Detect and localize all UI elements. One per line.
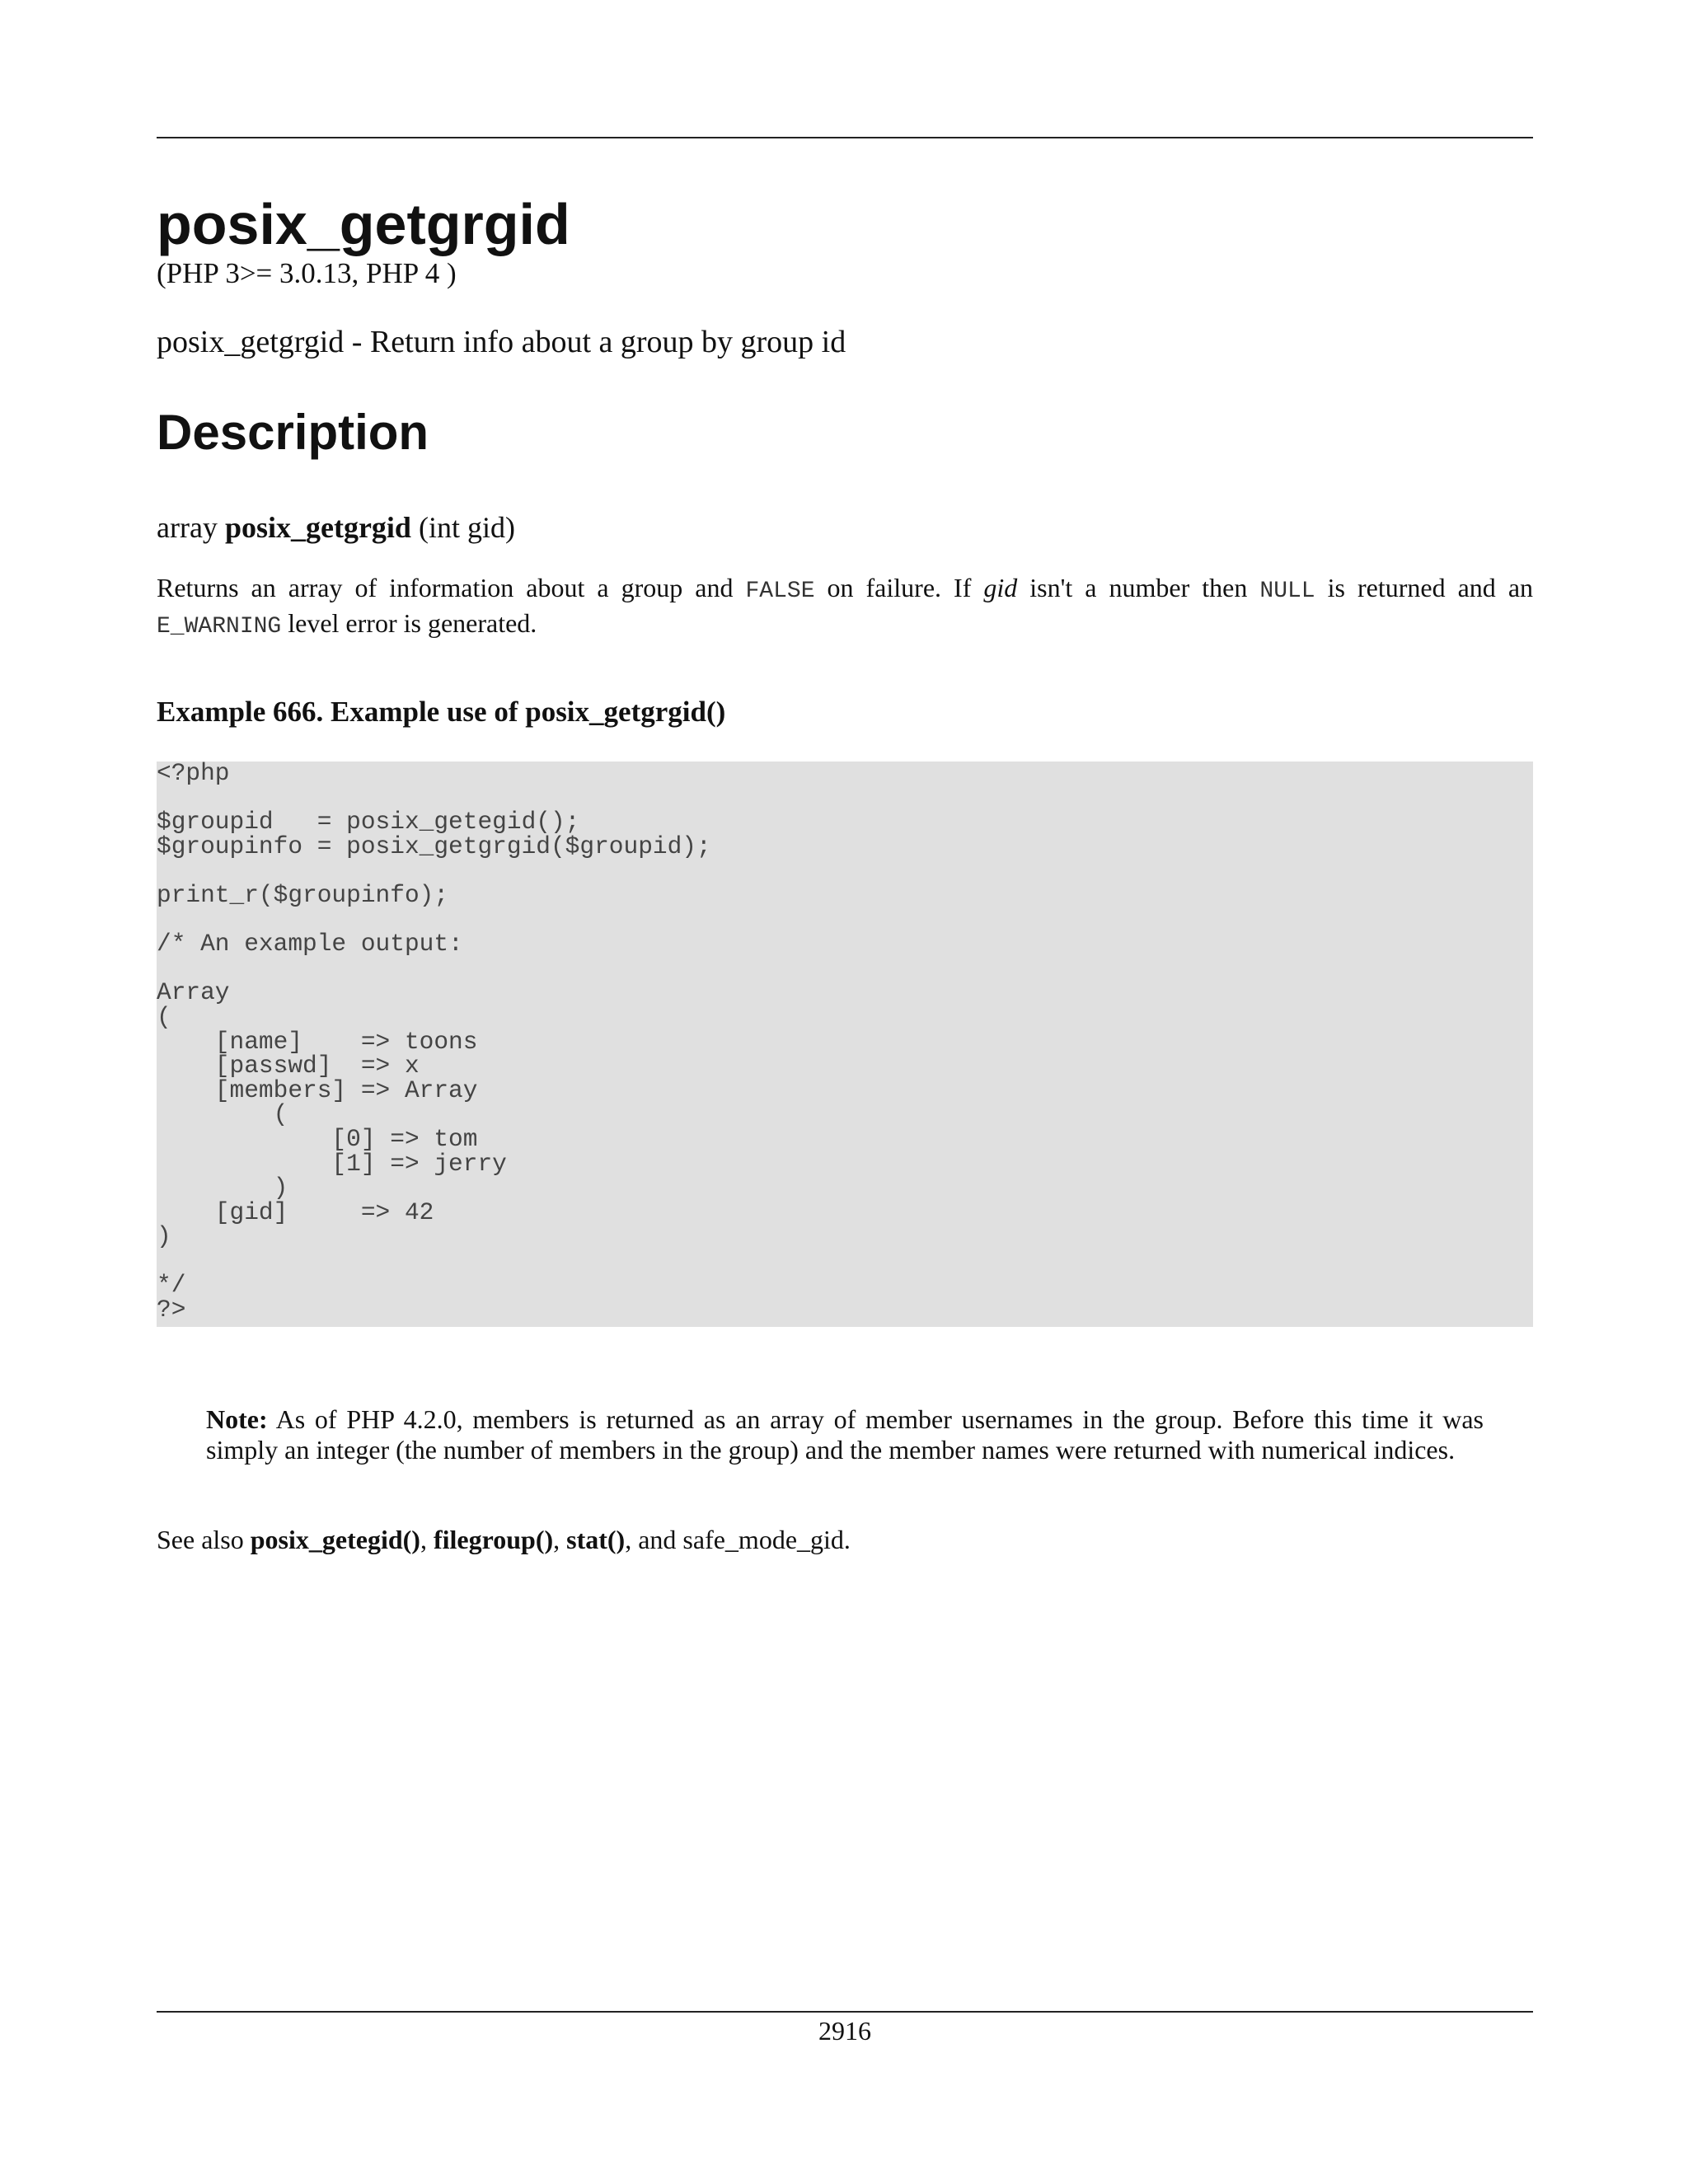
see-also-suffix: , and safe_mode_gid. bbox=[625, 1525, 851, 1554]
synopsis-function-name: posix_getgrgid bbox=[224, 511, 411, 544]
version-info: (PHP 3>= 3.0.13, PHP 4 ) bbox=[157, 257, 457, 289]
example-title: Example 666. Example use of posix_getgrgid() bbox=[157, 696, 726, 728]
ref-purpose: posix_getgrgid - Return info about a group by group id bbox=[157, 325, 846, 359]
see-also-prefix: See also bbox=[157, 1525, 251, 1554]
note-label: Note: bbox=[206, 1404, 268, 1434]
see-also bbox=[157, 1523, 851, 1556]
see-also-link-filegroup[interactable]: filegroup() bbox=[433, 1525, 554, 1554]
null-constant: NULL bbox=[1259, 579, 1315, 604]
code-example-block bbox=[157, 759, 1533, 1327]
gid-parameter: gid bbox=[983, 573, 1018, 602]
function-synopsis bbox=[157, 509, 515, 546]
page-title: posix_getgrgid bbox=[157, 192, 570, 256]
false-constant: FALSE bbox=[745, 579, 815, 604]
e-warning-constant: E_WARNING bbox=[157, 614, 282, 640]
page-number: 2916 bbox=[818, 2016, 871, 2046]
see-also-link-posix-getegid[interactable]: posix_getegid() bbox=[250, 1525, 420, 1554]
desc-text-1: Returns an array of information about a group and bbox=[157, 573, 746, 602]
footer-rule bbox=[157, 2011, 1533, 2013]
description-heading: Description bbox=[157, 405, 429, 460]
desc-text-4: is returned and an bbox=[1315, 573, 1534, 602]
document-page bbox=[157, 0, 1533, 2184]
see-also-separator: , bbox=[553, 1525, 567, 1554]
desc-text-2: on failure. If bbox=[814, 573, 984, 602]
synopsis-params: (int gid) bbox=[410, 511, 515, 544]
code-listing: <?php $groupid = posix_getegid(); $groupinfo = posix_getgrgid($groupid); print_r($groupinfo); /* An example output: Array ( [name] => toons [passwd] => x [members] => Array ( [0] => tom [1] => jerry ) [gid] => 42 ) */ ?> bbox=[157, 759, 711, 1324]
see-also-separator: , bbox=[420, 1525, 434, 1554]
note-block bbox=[206, 1404, 1484, 1465]
synopsis-return-type: array bbox=[157, 511, 225, 544]
header-rule bbox=[157, 137, 1533, 138]
see-also-link-stat[interactable]: stat() bbox=[566, 1525, 626, 1554]
desc-text-3: isn't a number then bbox=[1017, 573, 1260, 602]
description-paragraph bbox=[157, 572, 1533, 643]
note-text: As of PHP 4.2.0, members is returned as an array of member usernames in the group. Before this time it was simply an integer (the number of members in the group) and the member names were returned with numerical indices. bbox=[206, 1404, 1484, 1465]
desc-text-5: level error is generated. bbox=[281, 608, 537, 638]
